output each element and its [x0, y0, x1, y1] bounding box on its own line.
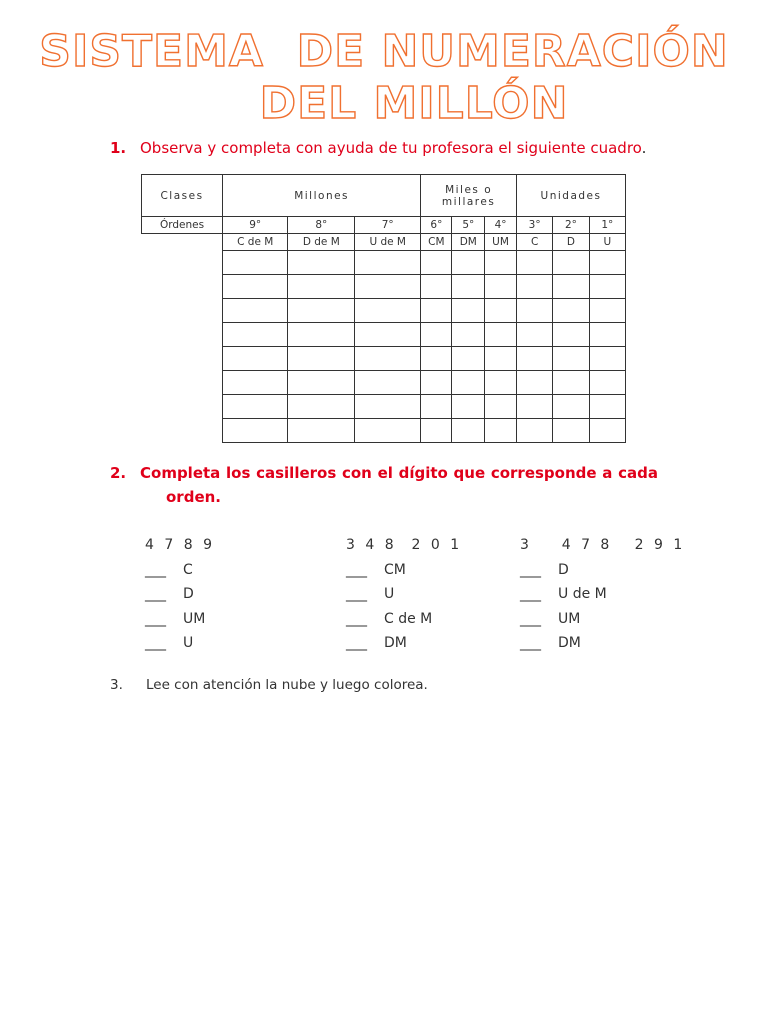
abbreviation-cell: C	[516, 234, 552, 251]
order-cell: 7°	[355, 217, 421, 234]
question-1-period: .	[641, 139, 647, 157]
fill-in-cell[interactable]	[589, 419, 625, 443]
fill-in-cell[interactable]	[553, 419, 589, 443]
fill-in-cell[interactable]	[223, 275, 288, 299]
abbreviation-cell: U de M	[355, 234, 421, 251]
fill-in-cell[interactable]	[288, 275, 355, 299]
answer-blank[interactable]: ___	[145, 635, 166, 651]
page-title-line-2: DEL MILLÓN	[259, 78, 569, 129]
fill-in-cell[interactable]	[355, 323, 421, 347]
place-value-table	[141, 174, 626, 443]
fill-in-cell[interactable]	[516, 323, 552, 347]
question-1	[110, 139, 646, 157]
orders-label: Órdenes	[142, 217, 223, 234]
empty-left-cell	[142, 419, 223, 443]
fill-in-cell[interactable]	[485, 323, 517, 347]
fill-in-cell[interactable]	[223, 371, 288, 395]
fill-in-cell[interactable]	[288, 371, 355, 395]
exercise-item	[520, 607, 685, 632]
order-label: C	[183, 561, 193, 578]
fill-in-cell[interactable]	[288, 299, 355, 323]
answer-blank[interactable]: ___	[520, 635, 541, 651]
fill-in-cell[interactable]	[452, 299, 485, 323]
order-label: U	[183, 635, 194, 651]
question-1-text: Observa y completa con ayuda de tu profesora el siguiente cuadro	[140, 139, 642, 157]
question-2-text: Completa los casilleros con el dígito que corresponde a cada	[140, 464, 658, 482]
fill-in-cell[interactable]	[452, 275, 485, 299]
fill-in-cell[interactable]	[421, 347, 452, 371]
fill-in-cell[interactable]	[223, 419, 288, 443]
exercise-number: 3 4 8 2 0 1	[346, 537, 463, 553]
abbreviation-cell: U	[589, 234, 625, 251]
order-cell: 8°	[288, 217, 355, 234]
fill-in-cell[interactable]	[589, 299, 625, 323]
answer-blank[interactable]: ___	[145, 586, 166, 602]
empty-left-cell	[142, 347, 223, 371]
exercise-item	[346, 582, 462, 607]
question-3-text: Lee con atención la nube y luego colorea.	[146, 677, 428, 693]
answer-blank[interactable]: ___	[346, 586, 367, 602]
order-label: UM	[183, 610, 206, 627]
exercise-item	[145, 607, 215, 632]
abbreviation-cell: UM	[485, 234, 517, 251]
blank-row	[142, 299, 626, 323]
fill-in-cell[interactable]	[355, 275, 421, 299]
order-cell: 2°	[553, 217, 589, 234]
exercise-item	[346, 558, 462, 583]
fill-in-cell[interactable]	[485, 299, 517, 323]
fill-in-cell[interactable]	[223, 395, 288, 419]
fill-in-cell[interactable]	[485, 251, 517, 275]
fill-in-cell[interactable]	[288, 347, 355, 371]
fill-in-cell[interactable]	[516, 299, 552, 323]
order-cell: 1°	[589, 217, 625, 234]
order-label: U	[384, 586, 395, 602]
miles-header	[421, 175, 517, 217]
fill-in-cell[interactable]	[452, 347, 485, 371]
fill-in-cell[interactable]	[553, 251, 589, 275]
answer-blank[interactable]: ___	[145, 610, 166, 627]
order-cell: 6°	[421, 217, 452, 234]
exercise-item	[145, 631, 215, 656]
order-cell: 4°	[485, 217, 517, 234]
fill-in-cell[interactable]	[589, 395, 625, 419]
order-cell: 3°	[516, 217, 552, 234]
fill-in-cell[interactable]	[452, 395, 485, 419]
fill-in-cell[interactable]	[355, 251, 421, 275]
empty-left-cell	[142, 371, 223, 395]
question-2-text-line-2: orden.	[166, 488, 221, 506]
empty-left-cell	[142, 395, 223, 419]
exercise-item	[520, 558, 685, 583]
fill-in-cell[interactable]	[452, 251, 485, 275]
answer-blank[interactable]: ___	[520, 610, 541, 627]
blank-row	[142, 347, 626, 371]
miles-header-line-1: Miles o	[445, 183, 493, 196]
fill-in-cell[interactable]	[421, 299, 452, 323]
fill-in-cell[interactable]	[223, 299, 288, 323]
fill-in-cell[interactable]	[452, 371, 485, 395]
fill-in-cell[interactable]	[288, 251, 355, 275]
order-label: D	[183, 586, 194, 602]
fill-in-cell[interactable]	[288, 395, 355, 419]
miles-header-line-2: millares	[441, 195, 496, 208]
classes-header: Clases	[142, 175, 223, 217]
fill-in-cell[interactable]	[421, 419, 452, 443]
exercise-column	[346, 533, 462, 656]
empty-left-cell	[142, 275, 223, 299]
blank-row	[142, 419, 626, 443]
answer-blank[interactable]: ___	[520, 586, 541, 602]
fill-in-cell[interactable]	[355, 347, 421, 371]
question-3	[110, 677, 428, 693]
exercise-item	[520, 582, 685, 607]
answer-blank[interactable]: ___	[346, 561, 367, 578]
fill-in-cell[interactable]	[485, 419, 517, 443]
fill-in-cell[interactable]	[553, 323, 589, 347]
order-label: D	[558, 561, 569, 578]
abbreviations-row	[142, 234, 626, 251]
fill-in-cell[interactable]	[553, 371, 589, 395]
order-label: U de M	[558, 586, 607, 602]
abbreviation-cell: DM	[452, 234, 485, 251]
order-label: CM	[384, 561, 406, 578]
fill-in-cell[interactable]	[589, 323, 625, 347]
empty-left-cell	[142, 323, 223, 347]
answer-blank[interactable]: ___	[346, 610, 367, 627]
order-label: UM	[558, 610, 581, 627]
exercise-number: 4 7 8 9	[145, 537, 215, 553]
millones-header: Millones	[223, 175, 421, 217]
empty-corner-cell	[142, 234, 223, 251]
abbreviation-cell: D de M	[288, 234, 355, 251]
fill-in-cell[interactable]	[355, 419, 421, 443]
question-2	[110, 464, 658, 506]
fill-in-cell[interactable]	[421, 323, 452, 347]
blank-row	[142, 275, 626, 299]
question-1-number: 1.	[110, 139, 127, 157]
blank-row	[142, 323, 626, 347]
fill-in-cell[interactable]	[485, 275, 517, 299]
fill-in-cell[interactable]	[516, 419, 552, 443]
fill-in-cell[interactable]	[421, 275, 452, 299]
fill-in-cell[interactable]	[288, 419, 355, 443]
abbreviation-cell: D	[553, 234, 589, 251]
fill-in-cell[interactable]	[452, 419, 485, 443]
fill-in-cell[interactable]	[485, 371, 517, 395]
fill-in-cell[interactable]	[553, 275, 589, 299]
fill-in-cell[interactable]	[223, 251, 288, 275]
order-label: DM	[384, 635, 407, 651]
exercise-column	[145, 533, 215, 656]
fill-in-cell[interactable]	[589, 251, 625, 275]
order-cell: 9°	[223, 217, 288, 234]
fill-in-cell[interactable]	[553, 347, 589, 371]
fill-in-cell[interactable]	[485, 347, 517, 371]
blank-row	[142, 395, 626, 419]
fill-in-cell[interactable]	[355, 395, 421, 419]
answer-blank[interactable]: ___	[520, 561, 541, 578]
fill-in-cell[interactable]	[516, 395, 552, 419]
exercise-item	[346, 607, 462, 632]
fill-in-cell[interactable]	[223, 323, 288, 347]
answer-blank[interactable]: ___	[346, 635, 367, 651]
question-2-number: 2.	[110, 464, 127, 482]
fill-in-cell[interactable]	[355, 371, 421, 395]
fill-in-cell[interactable]	[452, 323, 485, 347]
order-cell: 5°	[452, 217, 485, 234]
empty-left-cell	[142, 251, 223, 275]
page-title-line-1: SISTEMA DE NUMERACIÓN	[39, 26, 729, 77]
fill-in-cell[interactable]	[516, 347, 552, 371]
question-3-number: 3.	[110, 677, 123, 693]
fill-in-cell[interactable]	[516, 371, 552, 395]
fill-in-cell[interactable]	[421, 251, 452, 275]
fill-in-cell[interactable]	[589, 275, 625, 299]
fill-in-cell[interactable]	[516, 275, 552, 299]
blank-row	[142, 251, 626, 275]
fill-in-cell[interactable]	[421, 395, 452, 419]
order-label: C de M	[384, 610, 433, 627]
empty-left-cell	[142, 299, 223, 323]
fill-in-cell[interactable]	[516, 251, 552, 275]
exercise-item	[145, 582, 215, 607]
orders-row	[142, 217, 626, 234]
answer-blank[interactable]: ___	[145, 561, 166, 578]
exercise-item	[145, 558, 215, 583]
fill-in-cell[interactable]	[355, 299, 421, 323]
exercise-item	[520, 631, 685, 656]
abbreviation-cell: C de M	[223, 234, 288, 251]
fill-in-cell[interactable]	[421, 371, 452, 395]
blank-row	[142, 371, 626, 395]
exercise-item	[346, 631, 462, 656]
abbreviation-cell: CM	[421, 234, 452, 251]
exercise-column	[520, 533, 685, 656]
exercise-number: 3 4 7 8 2 9 1	[520, 537, 686, 553]
fill-in-cell[interactable]	[553, 395, 589, 419]
order-label: DM	[558, 635, 581, 651]
unidades-header: Unidades	[516, 175, 625, 217]
fill-in-cell[interactable]	[288, 323, 355, 347]
fill-in-cell[interactable]	[589, 347, 625, 371]
fill-in-cell[interactable]	[223, 347, 288, 371]
fill-in-cell[interactable]	[485, 395, 517, 419]
fill-in-cell[interactable]	[553, 299, 589, 323]
fill-in-cell[interactable]	[589, 371, 625, 395]
